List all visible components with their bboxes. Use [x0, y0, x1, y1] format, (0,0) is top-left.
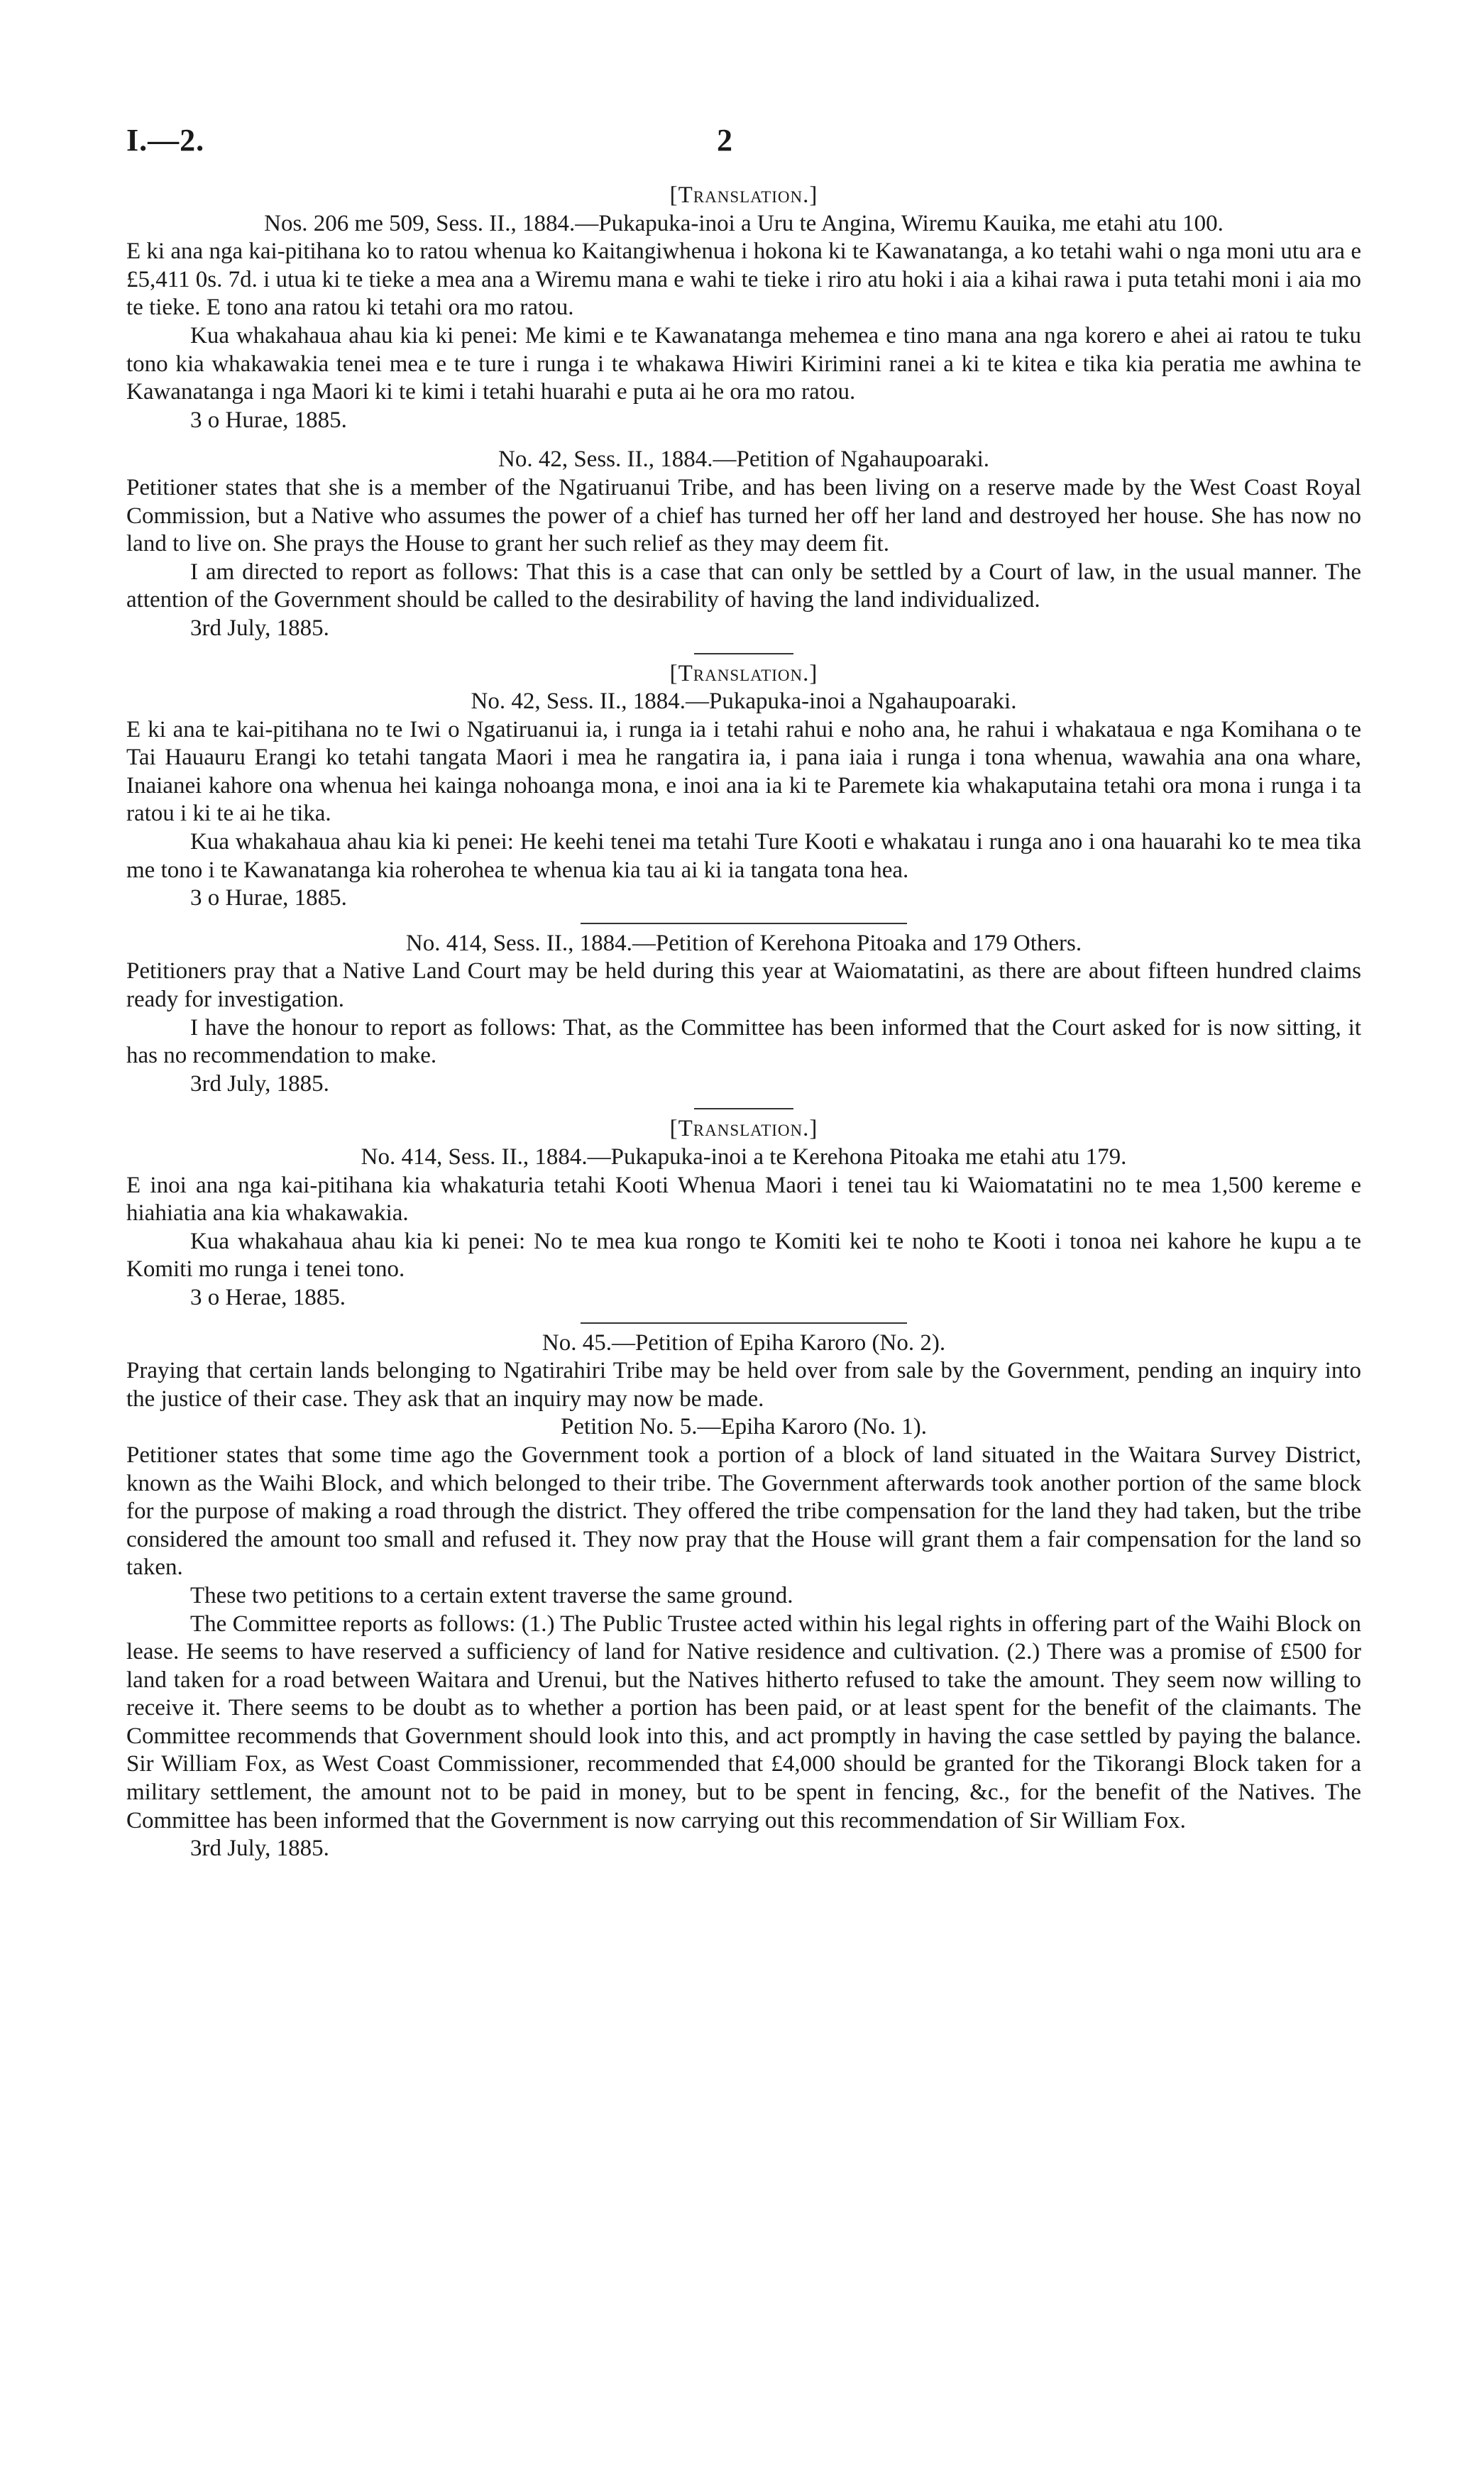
paragraph: E ki ana nga kai-pitihana ko to ratou whenua ko Kaitangiwhenua i hokona ki te Kawanatanga, a ko tetahi wahi o nga moni utu ara e £5,411 0s. 7d. i utua ki te tieke a mea ana a Wiremu mana e wahi te tieke i riro atu hoki i aia a kihai rawa i puta tetahi moni i aia mo te tieke. E tono ana ratou ki tetahi ora mo ratou.: [126, 238, 1361, 321]
date-line: 3 o Hurae, 1885.: [190, 407, 347, 433]
translation-label: [Translation.]: [669, 182, 818, 208]
section-title: Nos. 206 me 509, Sess. II., 1884.—Pukapuka-inoi a Uru te Angina, Wiremu Kauika, me etahi atu 100.: [264, 210, 1224, 236]
date-line: 3rd July, 1885.: [190, 1836, 329, 1862]
paragraph: E ki ana te kai-pitihana no te Iwi o Ngatiruanui ia, i runga ia i tetahi rahui e noho ana, he rahui i whakataua e nga Komihana o te Tai Hauauru Erangi ko tetahi tangata Maori i mea he rangatira ia, i pana iaia i runga i tona whenua, wawahia ana ona whare, Inaianei kahore ona whenua hei kainga nohoanga mona, e inoi ana ia ki te Paremete kia whakaputaina tetahi ora mona i runga i ta ratou i ki te ai he tika.: [126, 716, 1361, 827]
section-title: No. 42, Sess. II., 1884.—Petition of Ngahaupoaraki.: [498, 446, 989, 473]
date-line: 3 o Herae, 1885.: [190, 1284, 346, 1310]
date-line: 3rd July, 1885.: [190, 615, 329, 641]
page-reference: I.—2.: [126, 123, 205, 158]
paragraph: Petitioner states that she is a member of the Ngatiruanui Tribe, and has been living on a reserve made by the West Coast Royal Commission, but a Native who assumes the power of a chief has turned her off her land and destroyed her house. She has now no land to live on. She prays the House to grant her such relief as they may deem fit.: [126, 474, 1361, 557]
divider: [694, 1108, 793, 1109]
page-body: [126, 182, 1361, 1863]
paragraph: Kua whakahaua ahau kia ki penei: He keehi tenei ma tetahi Ture Kooti e whakatau i runga ano i ona hauarahi ko te mea tika me tono i te Kawanatanga kia roherohea te whenua kia tau ai ki ia tangata tona hea.: [126, 829, 1361, 883]
section-subtitle: Petition No. 5.—Epiha Karoro (No. 1).: [561, 1414, 927, 1440]
divider: [581, 1322, 907, 1324]
divider: [581, 923, 907, 924]
paragraph: Petitioner states that some time ago the Government took a portion of a block of land situated in the Waitara Survey District, known as the Waihi Block, and which belonged to their tribe. The Government afterwards took another portion of the same block for the purpose of making a road through the district. They offered the tribe compensation for the land they had taken, but the tribe considered the amount too small and refused it. They now pray that the House will grant them a fair compensation for the land so taken.: [126, 1442, 1361, 1581]
paragraph: Praying that certain lands belonging to Ngatirahiri Tribe may be held over from sale by the Government, pending an inquiry into the justice of their case. They ask that an inquiry may now be made.: [126, 1358, 1361, 1412]
translation-label: [Translation.]: [669, 660, 818, 686]
paragraph: These two petitions to a certain extent traverse the same ground.: [190, 1582, 793, 1608]
paragraph: I am directed to report as follows: That this is a case that can only be settled by a Court of law, in the usual manner. The attention of the Government should be called to the desirability of having the land individualized.: [126, 559, 1361, 613]
section-title: No. 414, Sess. II., 1884.—Pukapuka-inoi a te Kerehona Pitoaka me etahi atu 179.: [361, 1144, 1127, 1170]
paragraph: E inoi ana nga kai-pitihana kia whakaturia tetahi Kooti Whenua Maori i tenei tau ki Waiomatatini no te mea 1,500 kereme e hiahiatia ana kia whakawakia.: [126, 1172, 1361, 1227]
paragraph: I have the honour to report as follows: That, as the Committee has been informed that the Court asked for is now sitting, it has no recommendation to make.: [126, 1014, 1361, 1069]
date-line: 3 o Hurae, 1885.: [190, 885, 347, 911]
paragraph: Kua whakahaua ahau kia ki penei: Me kimi e te Kawanatanga mehemea e tino mana ana nga korero e ahei ai ratou te tuku tono kia whakawakia tenei mea e te ture i runga i te whakawa Hiwiri Kirimini ranei a ki te kitea e tika kia peratia me awhina te Kawanatanga i nga Maori ki te kimi i tetahi huarahi e puta ai he ora mo ratou.: [126, 322, 1361, 405]
section-title: No. 414, Sess. II., 1884.—Petition of Kerehona Pitoaka and 179 Others.: [405, 930, 1082, 956]
date-line: 3rd July, 1885.: [190, 1070, 329, 1097]
divider: [694, 653, 793, 654]
translation-label: [Translation.]: [669, 1116, 818, 1142]
paragraph: The Committee reports as follows: (1.) The Public Trustee acted within his legal rights in offering part of the Waihi Block on lease. He seems to have reserved a sufficiency of land for Native residence and cultivation. (2.) There was a promise of £500 for land taken for a road between Waitara and Urenui, but the Natives hitherto refused to take the amount. They seem now willing to receive it. There seems to be doubt as to whether a portion has been paid, or at least spent for the benefit of the claimants. The Committee recommends that Government should look into this, and act promptly in having the case settled by paying the balance. Sir William Fox, as West Coast Commissioner, recommended that £4,000 should be granted for the Tikorangi Block taken for a military settlement, the amount not to be paid in money, but to be spent in fencing, &c., for the benefit of the Natives. The Committee has been informed that the Government is now carrying out this recommendation of Sir William Fox.: [126, 1611, 1361, 1833]
section-title: No. 42, Sess. II., 1884.—Pukapuka-inoi a Ngahaupoaraki.: [471, 689, 1017, 715]
paragraph: Petitioners pray that a Native Land Court may be held during this year at Waiomatatini, as there are about fifteen hundred claims ready for investigation.: [126, 958, 1361, 1013]
paragraph: Kua whakahaua ahau kia ki penei: No te mea kua rongo te Komiti kei te noho te Kooti i tonoa nei kahore he kupu a te Komiti mo runga i tenei tono.: [126, 1228, 1361, 1283]
section-title: No. 45.—Petition of Epiha Karoro (No. 2).: [542, 1329, 946, 1356]
page-number: 2: [717, 123, 732, 158]
